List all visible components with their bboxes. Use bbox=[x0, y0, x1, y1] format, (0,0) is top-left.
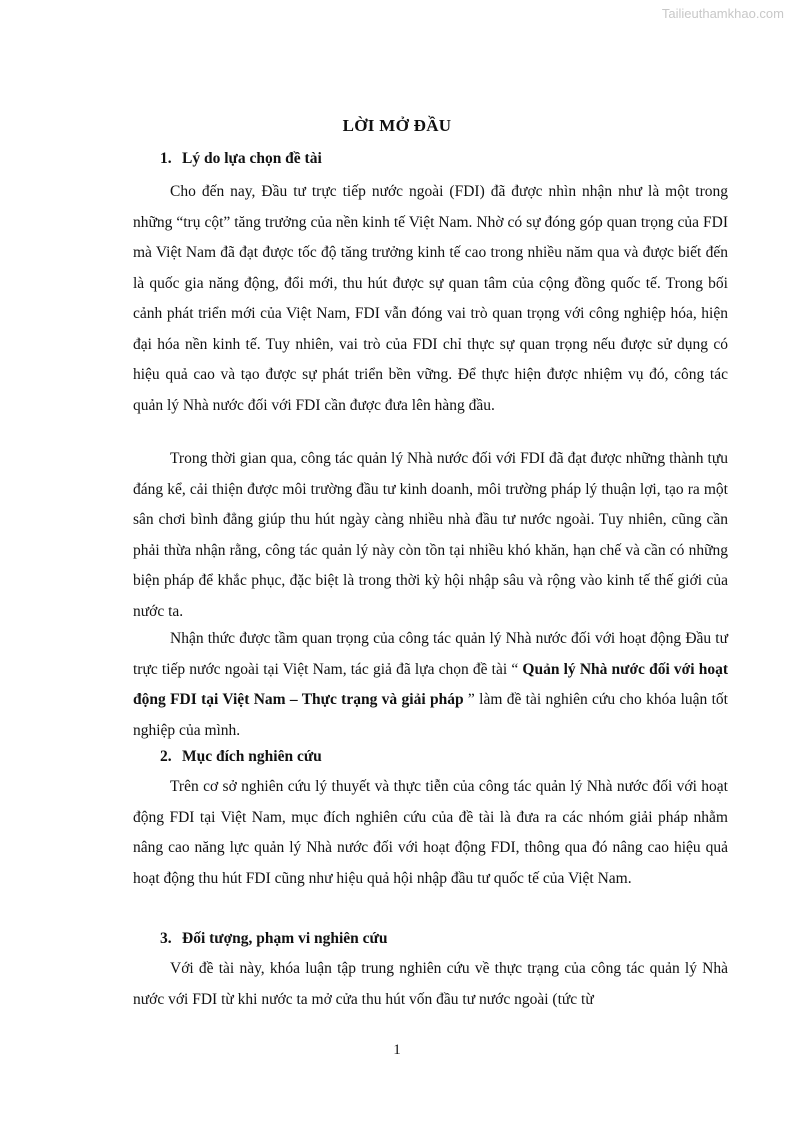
paragraph-3 bbox=[133, 624, 728, 746]
section-heading-2 bbox=[160, 748, 322, 766]
paragraph-2: Trong thời gian qua, công tác quản lý Nhà nước đối với FDI đã đạt được những thành tựu đáng kể, cải thiện được môi trường đầu tư kinh doanh, môi trường pháp lý thuận lợi, tạo ra một sân chơi bình đẳng giúp thu hút ngày càng nhiều nhà đầu tư nước ngoài. Tuy nhiên, cũng cần phải thừa nhận rằng, công tác quản lý này còn tồn tại nhiều khó khăn, hạn chế và cần có những biện pháp để khắc phục, đặc biệt là trong thời kỳ hội nhập sâu và rộng vào kinh tế thế giới của nước ta. bbox=[133, 450, 728, 620]
watermark: Tailieuthamkhao.com bbox=[661, 6, 784, 21]
section-title: Đối tượng, phạm vi nghiên cứu bbox=[182, 930, 388, 947]
section-number: 1. bbox=[160, 150, 172, 167]
section-number: 2. bbox=[160, 748, 172, 765]
paragraph-4: Trên cơ sở nghiên cứu lý thuyết và thực tiễn của công tác quản lý Nhà nước đối với hoạt động FDI tại Việt Nam, mục đích nghiên cứu của đề tài là đưa ra các nhóm giải pháp nhằm nâng cao năng lực quản lý Nhà nước đối với hoạt động FDI, thông qua đó nâng cao hiệu quả hoạt động thu hút FDI cũng như hiệu quả hội nhập đầu tư quốc tế của Việt Nam. bbox=[133, 778, 728, 887]
section-number: 3. bbox=[160, 930, 172, 947]
section-heading-1 bbox=[160, 150, 322, 168]
paragraph-1: Cho đến nay, Đầu tư trực tiếp nước ngoài (FDI) đã được nhìn nhận như là một trong những “trụ cột” tăng trưởng của nền kinh tế Việt Nam. Nhờ có sự đóng góp quan trọng của FDI mà Việt Nam đã đạt được tốc độ tăng trưởng kinh tế cao trong nhiều năm qua và được biết đến là quốc gia năng động, đổi mới, thu hút được sự quan tâm của cộng đồng quốc tế. Trong bối cảnh phát triển mới của Việt Nam, FDI vẫn đóng vai trò quan trọng với công nghiệp hóa, hiện đại hóa nền kinh tế. Tuy nhiên, vai trò của FDI chỉ thực sự quan trọng nếu được sử dụng có hiệu quả cao và tạo được sự phát triển bền vững. Để thực hiện được nhiệm vụ đó, công tác quản lý Nhà nước đối với FDI cần được đưa lên hàng đầu. bbox=[133, 183, 728, 414]
paragraph-5: Với đề tài này, khóa luận tập trung nghiên cứu về thực trạng của công tác quản lý Nhà nước với FDI từ khi nước ta mở cửa thu hút vốn đầu tư nước ngoài (tức từ bbox=[133, 960, 728, 1008]
page-title: LỜI MỞ ĐẦU bbox=[342, 116, 452, 135]
paragraph-3-outro: ” làm đề tài nghiên cứu cho khóa luận tốt nghiệp của mình. bbox=[133, 691, 728, 739]
paragraph-3-intro: Nhận thức được tầm quan trọng của công tác quản lý Nhà nước đối với hoạt động Đầu tư trực tiếp nước ngoài tại Việt Nam, tác giả đã lựa chọn đề tài “ bbox=[133, 630, 728, 678]
thesis-title: Quản lý Nhà nước đối với hoạt động FDI tại Việt Nam – Thực trạng và giải pháp bbox=[133, 660, 728, 708]
section-title: Lý do lựa chọn đề tài bbox=[182, 150, 322, 167]
section-heading-3 bbox=[160, 930, 387, 948]
section-title: Mục đích nghiên cứu bbox=[182, 748, 322, 765]
page-number: 1 bbox=[393, 1042, 401, 1058]
